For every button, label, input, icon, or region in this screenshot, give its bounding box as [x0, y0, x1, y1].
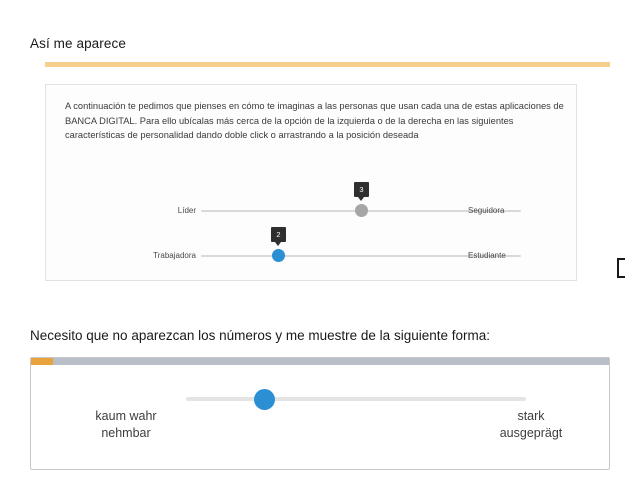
slider-right-label: Seguidora [468, 206, 505, 215]
desired-slider-right-label-line2: ausgeprägt [499, 426, 563, 440]
survey-instruction-text: A continuación te pedimos que pienses en cómo te imaginas a las personas que usan cada una de estas aplicaciones de BANCA DIGITAL. Para ello ubícalas más cerca de la opción de la izquierda o de la derecha en las siguientes características de personalidad dando doble click o arrastrando a la posición deseada [65, 101, 564, 140]
slider-row-trabajadora-estudiante[interactable] [46, 230, 576, 275]
desired-slider-right-label-line1: stark [517, 409, 545, 423]
slider-value-bubble: 3 [354, 182, 369, 197]
slider-right-label: Estudiante [468, 251, 506, 260]
panel-two-accent-segment [31, 358, 53, 365]
desired-slider-left-label-line1: kaum wahr [95, 409, 157, 423]
desired-slider-knob[interactable] [254, 389, 275, 410]
slider-knob[interactable] [272, 249, 285, 262]
screenshot-panel-current [30, 62, 610, 279]
desired-slider-left-label-line2: nehmbar [101, 426, 151, 440]
slider-value-bubble: 2 [271, 227, 286, 242]
slider-row-lider-seguidora[interactable] [46, 185, 576, 230]
screenshot-panel-desired [30, 357, 610, 470]
survey-card-current [45, 84, 577, 281]
slider-knob[interactable] [355, 204, 368, 217]
slider-left-label: Líder [177, 206, 196, 215]
desired-slider-left-label [71, 408, 181, 442]
slider-left-label: Trabajadora [153, 251, 196, 260]
desired-slider-track[interactable] [186, 397, 526, 401]
bracket-marker [617, 258, 625, 278]
panel-one-accent-bar [45, 62, 610, 67]
page-title-middle: Necesito que no aparezcan los números y me muestre de la siguiente forma: [30, 328, 490, 343]
panel-two-top-bar [31, 358, 609, 365]
page-title-top: Así me aparece [30, 36, 126, 51]
desired-slider-right-label [471, 408, 591, 442]
